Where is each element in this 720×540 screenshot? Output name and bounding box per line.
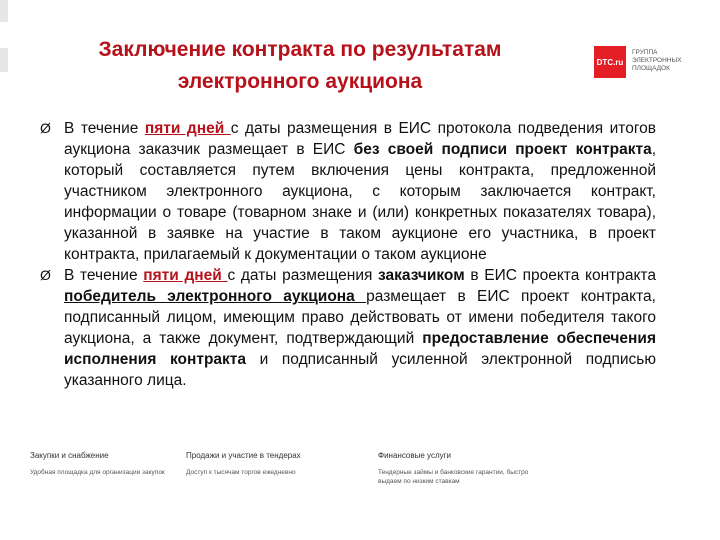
bullet-text: с даты размещения в ЕИС протокола подведения итогов аукциона заказчик размещает в ЕИС [64, 120, 656, 158]
bullet-arrow-icon: Ø [40, 267, 51, 283]
winner-highlight: победитель электронного аукциона [64, 288, 367, 305]
title-line-2: электронного аукциона [177, 70, 423, 93]
logo-mark: DTC.ru [594, 46, 626, 78]
page-title [40, 34, 560, 98]
footer-heading: Закупки и снабжение [30, 451, 109, 460]
footer-column-sales [186, 450, 356, 477]
bullet-item-2 [40, 265, 656, 391]
company-logo [594, 46, 704, 78]
logo-text: ГРУППА ЭЛЕКТРОННЫХ ПЛОЩАДОК [632, 49, 682, 72]
footer-description: Доступ к тысячам торгов ежедневно [186, 469, 296, 476]
deadline-highlight: пяти дней [143, 267, 228, 284]
emphasis-text: предоставление обеспечения исполнения контракта [64, 330, 656, 368]
decorative-bar-middle [0, 48, 8, 72]
footer-description: Тендерные займы и банковские гарантии, быстро выдаем по низким ставкам [378, 469, 529, 485]
bullet-text: В течение [64, 267, 144, 284]
footer-column-procurement [30, 450, 200, 477]
bullet-text: с даты размещения [227, 267, 379, 284]
bullet-item-1 [40, 118, 656, 265]
footer-heading: Финансовые услуги [378, 451, 452, 460]
footer-column-finance [378, 450, 548, 486]
footer-description: Удобная площадка для организации закупок [30, 469, 165, 476]
bullet-text: , который составляется путем включения цены контракта, предложенной участником электронного аукциона, с которым заключается контракт, информации о товаре (товарном знаке и (или) конкретных показателях товара), указанной в заявке на участие в таком аукционе его участника, в проект контракта, прилагаемый к документации о таком аукционе [64, 141, 656, 263]
bullet-text: в ЕИС проекта контракта [464, 267, 656, 284]
deadline-highlight: пяти дней [144, 120, 231, 137]
footer [30, 450, 630, 520]
emphasis-text: заказчиком [378, 267, 465, 284]
bullet-text: размещает в ЕИС проект контракта, подписанный лицом, имеющим право действовать от имени победителя такого аукциона, а также документ, подтверждающий [64, 288, 656, 347]
bullet-text: и подписанный усиленной электронной подписью указанного лица. [64, 351, 656, 389]
bullet-text: В течение [64, 120, 145, 137]
footer-heading: Продажи и участие в тендерах [186, 451, 301, 460]
slide-content [40, 118, 656, 391]
emphasis-text: без своей подписи проект контракта [353, 141, 652, 158]
decorative-bar-top [0, 0, 8, 22]
title-line-1: Заключение контракта по результатам [98, 38, 502, 61]
bullet-arrow-icon: Ø [40, 120, 51, 136]
